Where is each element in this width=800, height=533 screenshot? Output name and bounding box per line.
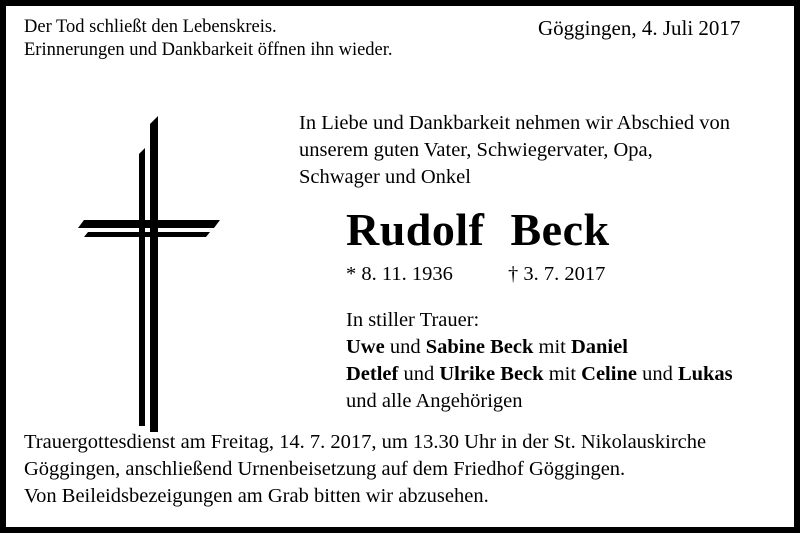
motto-line-1: Der Tod schließt den Lebenskreis. <box>24 17 277 37</box>
connector-text: mit <box>533 336 571 358</box>
mourners-row-2 <box>346 363 733 390</box>
connector-text: und <box>636 363 678 385</box>
mourner-name: Celine <box>581 363 637 385</box>
service-line-2: Göggingen, anschließend Urnenbeisetzung auf dem Friedhof Göggingen. <box>24 458 626 480</box>
mourner-name: Lukas <box>677 363 733 385</box>
service-line-1: Trauergottesdienst am Freitag, 14. 7. 2017, um 13.30 Uhr in der St. Nikolauskirche <box>24 431 707 453</box>
life-dates <box>346 263 606 287</box>
motto <box>24 17 393 63</box>
obituary-card <box>6 6 794 527</box>
connector-text: und <box>398 363 440 385</box>
mourners-heading: In stiller Trauer: <box>346 309 480 331</box>
connector-text: mit <box>543 363 582 385</box>
mourners-row-1 <box>346 336 733 363</box>
farewell-line-1: In Liebe und Dankbarkeit nehmen wir Abschied von <box>299 112 730 134</box>
mourners-closing: und alle Angehörigen <box>346 390 523 412</box>
service-line-3: Von Beileidsbezeigungen am Grab bitten wir abzusehen. <box>24 485 489 507</box>
mourner-name: Ulrike Beck <box>439 363 544 385</box>
farewell-line-3: Schwager und Onkel <box>299 166 471 188</box>
mourner-name: Detlef <box>346 363 399 385</box>
double-cross-icon <box>74 114 224 434</box>
death-date: † 3. 7. 2017 <box>508 263 606 285</box>
mourner-name: Daniel <box>570 336 628 358</box>
birth-date: * 8. 11. 1936 <box>346 263 453 285</box>
farewell-text <box>299 112 730 193</box>
mourners-block <box>346 309 733 417</box>
service-info <box>24 431 706 512</box>
mourner-name: Uwe <box>346 336 385 358</box>
motto-line-2: Erinnerungen und Dankbarkeit öffnen ihn wieder. <box>24 40 393 60</box>
deceased-name: Rudolf Beck <box>346 204 610 255</box>
mourner-name: Sabine Beck <box>425 336 534 358</box>
farewell-line-2: unserem guten Vater, Schwiegervater, Opa, <box>299 139 653 161</box>
connector-text: und <box>384 336 426 358</box>
place-date: Göggingen, 4. Juli 2017 <box>538 16 741 40</box>
